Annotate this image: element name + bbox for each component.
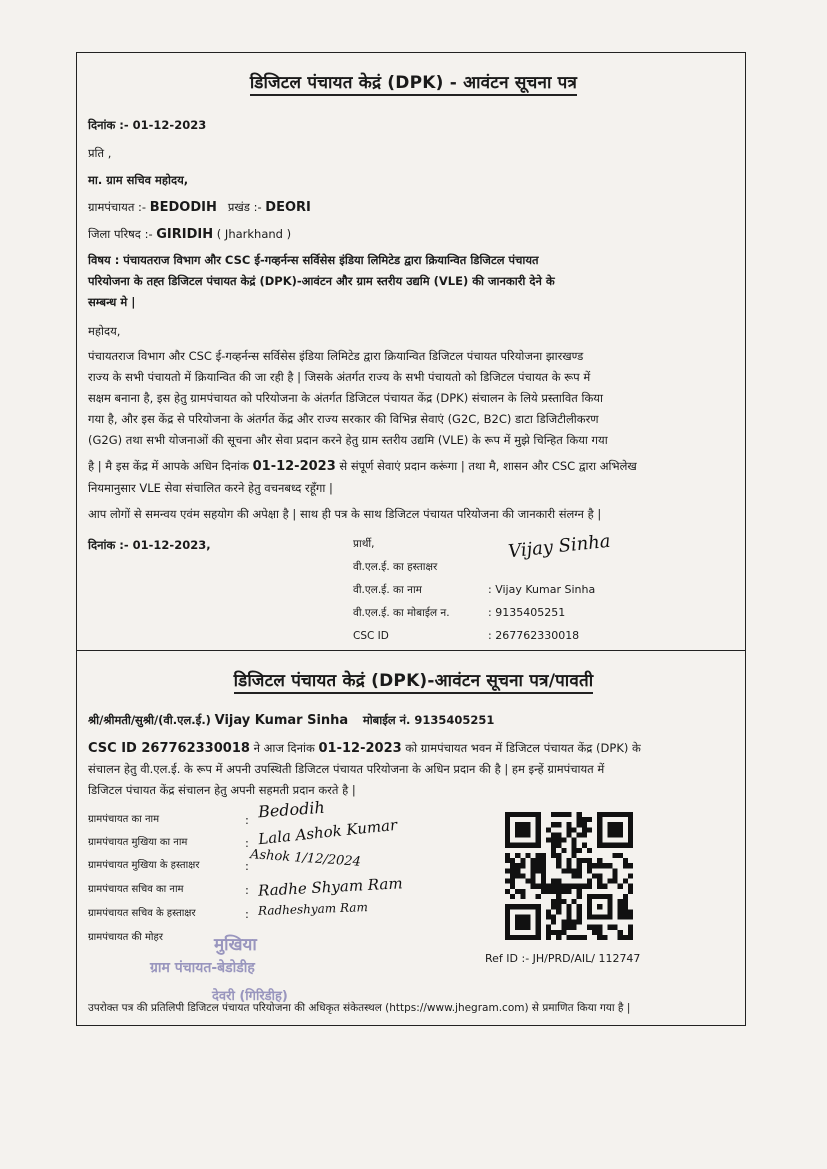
qr-module <box>561 868 566 873</box>
qr-module <box>572 899 577 904</box>
qr-module <box>597 935 602 940</box>
qr-module <box>623 894 628 899</box>
qr-module <box>566 889 571 894</box>
qr-module <box>515 863 520 868</box>
qr-module <box>520 894 525 899</box>
qr-module <box>582 832 587 837</box>
qr-module <box>546 827 551 832</box>
qr-module <box>561 925 566 930</box>
block-label: प्रखंड :- <box>227 200 262 214</box>
qr-module <box>592 930 597 935</box>
vle-name-value: : Vijay Kumar Sinha <box>488 583 596 596</box>
qr-module <box>561 889 566 894</box>
qr-module <box>597 884 602 889</box>
subject-line-3: सम्बन्ध मे | <box>88 295 136 309</box>
qr-module <box>510 858 515 863</box>
qr-module <box>628 935 633 940</box>
receipt-line-3: डिजिटल पंचायत केंद्र संचालन हेतु अपनी सहमती प्रदान करते है | <box>88 783 356 797</box>
qr-module <box>597 930 602 935</box>
body-line-3: सक्षम बनाना है, इस हेतु ग्रामपंचायत को परियोजना के अंतर्गत डिजिटल पंचायत केंद्र (DPK) संचालन के लिये प्रस्तावित किया <box>88 391 603 405</box>
vle-name-label: वी.एल.ई. का नाम <box>353 584 422 596</box>
qr-module <box>607 879 612 884</box>
qr-module <box>520 858 525 863</box>
handwritten-mukhiya-sign: Ashok 1/12/2024 <box>249 847 362 870</box>
qr-module <box>597 925 602 930</box>
qr-module <box>561 930 566 935</box>
addressee: मा. ग्राम सचिव महोदय, <box>88 173 189 187</box>
receipt-line-2: संचालन हेतु वी.एल.ई. के रूप में अपनी उपस्थिती डिजिटल पंचायत परियोजना के अधिन प्रदान की है | हम इन्हें ग्रामपंचायत में <box>88 762 605 776</box>
qr-module <box>515 889 520 894</box>
receipt-csc-id: CSC ID 267762330018 <box>88 741 250 756</box>
qr-module <box>577 873 582 878</box>
qr-module <box>546 930 551 935</box>
qr-module <box>566 832 571 837</box>
qr-module <box>592 863 597 868</box>
qr-module <box>566 920 571 925</box>
qr-module <box>587 884 592 889</box>
qr-module <box>556 858 561 863</box>
state-value: ( Jharkhand ) <box>216 227 292 241</box>
qr-module <box>531 863 536 868</box>
qr-module <box>566 858 571 863</box>
qr-module <box>546 889 551 894</box>
block-value: DEORI <box>265 200 311 215</box>
qr-module <box>618 914 623 919</box>
qr-module <box>556 884 561 889</box>
qr-module <box>607 863 612 868</box>
qr-module <box>546 909 551 914</box>
qr-module <box>536 868 541 873</box>
qr-module <box>597 863 602 868</box>
body-line-6-date: 01-12-2023 <box>252 459 336 474</box>
vle-mobile-value: : 9135405251 <box>488 606 566 619</box>
page-title: डिजिटल पंचायत केद्रं (DPK) - आवंटन सूचना पत्र <box>0 70 827 93</box>
qr-module <box>582 822 587 827</box>
qr-module <box>602 884 607 889</box>
qr-module <box>582 884 587 889</box>
qr-module <box>551 838 556 843</box>
qr-module <box>510 863 515 868</box>
qr-module <box>587 868 592 873</box>
qr-module <box>618 930 623 935</box>
gp-label: ग्रामपंचायत :- <box>88 200 147 214</box>
qr-module <box>541 868 546 873</box>
qr-module <box>587 848 592 853</box>
qr-module <box>623 904 628 909</box>
qr-module <box>551 879 556 884</box>
qr-module <box>577 914 582 919</box>
qr-module <box>556 832 561 837</box>
qr-module <box>556 812 561 817</box>
spacer <box>80 996 500 997</box>
qr-module <box>597 858 602 863</box>
district-line <box>88 226 291 243</box>
vle-signature: Vijay Sinha <box>507 530 612 563</box>
footer-note: उपरोक्त पत्र की प्रतिलिपी डिजिटल पंचायत परियोजना की अधिकृत संकेतस्थल (https://www.jhegram.com) से प्रमाणित किया गया है | <box>88 1002 631 1014</box>
qr-module <box>556 935 561 940</box>
qr-module <box>556 899 561 904</box>
body-line-6-a: है | मै इस केंद्र में आपके अधिन दिनांक <box>88 459 253 473</box>
vle-mobile-label: वी.एल.ई. का मोबाईल न. <box>353 607 450 619</box>
date-label: दिनांक :- 01-12-2023 <box>88 118 207 132</box>
qr-module <box>556 822 561 827</box>
qr-module <box>520 873 525 878</box>
qr-module <box>577 935 582 940</box>
qr-module <box>541 863 546 868</box>
qr-module <box>510 884 515 889</box>
receipt-line-1-d: को ग्रामपंचायत भवन में डिजिटल पंचायत केंद्र (DPK) के <box>401 741 641 755</box>
qr-module <box>556 843 561 848</box>
qr-module <box>546 935 551 940</box>
body-line-6 <box>88 458 637 475</box>
qr-module <box>572 838 577 843</box>
qr-module <box>505 858 510 863</box>
qr-module <box>556 894 561 899</box>
vle-sign-label: वी.एल.ई. का हस्ताक्षर <box>353 561 438 573</box>
qr-module <box>541 853 546 858</box>
body-line-7: नियमानुसार VLE सेवा संचालित करने हेतु वचनबध्द रहूँगा | <box>88 481 333 495</box>
qr-module <box>505 868 510 873</box>
qr-module <box>623 899 628 904</box>
qr-module <box>551 930 556 935</box>
qr-module <box>566 925 571 930</box>
qr-module <box>536 858 541 863</box>
qr-module <box>566 827 571 832</box>
qr-module <box>618 909 623 914</box>
date-2: दिनांक :- 01-12-2023, <box>88 538 211 552</box>
qr-module <box>541 889 546 894</box>
qr-module <box>536 884 541 889</box>
csc-label: CSC ID <box>353 630 389 642</box>
qr-module <box>551 843 556 848</box>
qr-module <box>541 879 546 884</box>
qr-module <box>536 863 541 868</box>
qr-module <box>510 879 515 884</box>
qr-module <box>577 858 582 863</box>
qr-module <box>577 920 582 925</box>
colon: : <box>245 859 249 873</box>
qr-module <box>577 848 582 853</box>
colon: : <box>245 883 249 897</box>
qr-module <box>577 884 582 889</box>
qr-module <box>577 817 582 822</box>
qr-module <box>607 925 612 930</box>
qr-module <box>623 879 628 884</box>
qr-module <box>572 848 577 853</box>
qr-module <box>551 920 556 925</box>
qr-module <box>515 853 520 858</box>
qr-module <box>628 889 633 894</box>
qr-module <box>577 904 582 909</box>
qr-module <box>531 858 536 863</box>
qr-module <box>551 889 556 894</box>
qr-module <box>577 868 582 873</box>
prati-text: प्रति , <box>88 146 112 160</box>
qr-module <box>551 904 556 909</box>
qr-module <box>587 879 592 884</box>
applicant-label: प्रार्थी, <box>353 538 375 550</box>
qr-module <box>510 868 515 873</box>
field-mukhiya-sign-label: ग्रामपंचायत मुखिया के हस्ताक्षर <box>88 860 200 871</box>
qr-module <box>572 935 577 940</box>
qr-module <box>572 843 577 848</box>
colon: : <box>245 907 249 921</box>
receipt-who-label: श्री/श्रीमती/सुश्री/(वी.एल.ई.) <box>88 713 211 727</box>
qr-module <box>551 853 556 858</box>
qr-module <box>572 925 577 930</box>
qr-module <box>623 914 628 919</box>
qr-module <box>556 904 561 909</box>
seal-stamp-line-1: मुखिया <box>214 935 257 955</box>
qr-module <box>587 858 592 863</box>
qr-module <box>623 935 628 940</box>
qr-module <box>597 873 602 878</box>
qr-module <box>618 853 623 858</box>
qr-module <box>618 884 623 889</box>
qr-module <box>561 848 566 853</box>
district-value: GIRIDIH <box>156 227 214 242</box>
qr-module <box>566 914 571 919</box>
qr-module <box>628 873 633 878</box>
qr-module <box>582 827 587 832</box>
qr-module <box>515 873 520 878</box>
qr-module <box>572 868 577 873</box>
qr-module <box>628 925 633 930</box>
qr-module <box>531 868 536 873</box>
qr-module <box>618 904 623 909</box>
qr-module <box>531 879 536 884</box>
qr-module <box>572 827 577 832</box>
qr-module <box>541 884 546 889</box>
qr-module <box>566 812 571 817</box>
qr-module <box>582 817 587 822</box>
body-line-4: गया है, और इस केंद्र से परियोजना के अंतर्गत केंद्र और राज्य सरकार की विभिन्न सेवाएं (G2C, B2C) डाटा डिजिटीलीकरण <box>88 412 599 426</box>
qr-module <box>515 868 520 873</box>
qr-module <box>551 812 556 817</box>
receipt-line-1 <box>88 740 641 757</box>
subject-line-2: परियोजना के तह्त डिजिटल पंचायत केद्रं (DPK)-आवंटन और ग्राम स्तरीय उद्यमि (VLE) की जानकारी देने के <box>88 274 555 288</box>
qr-module <box>556 879 561 884</box>
qr-module <box>592 873 597 878</box>
body-line-5: (G2G) तथा सभी योजनाओं की सूचना और सेवा प्रदान करने हेतु ग्राम स्तरीय उद्यमि (VLE) के रूप में मुझे चिन्हित किया गया <box>88 433 608 447</box>
qr-module <box>556 838 561 843</box>
qr-module <box>577 832 582 837</box>
qr-module <box>556 889 561 894</box>
qr-module <box>572 853 577 858</box>
handwritten-gp-name: Bedodih <box>257 797 326 822</box>
receipt-mobile: मोबाईल नं. 9135405251 <box>362 713 495 727</box>
qr-module <box>587 863 592 868</box>
qr-module <box>510 894 515 899</box>
qr-module <box>520 863 525 868</box>
qr-module <box>561 920 566 925</box>
csc-value: : 267762330018 <box>488 629 580 642</box>
qr-module <box>561 838 566 843</box>
qr-module <box>572 873 577 878</box>
qr-module <box>582 935 587 940</box>
qr-module <box>618 899 623 904</box>
qr-module <box>546 925 551 930</box>
receipt-date: 01-12-2023 <box>318 741 402 756</box>
qr-module <box>546 838 551 843</box>
district-label: जिला परिषद :- <box>88 227 153 241</box>
colon: : <box>245 836 249 850</box>
qr-module <box>566 868 571 873</box>
qr-module <box>597 879 602 884</box>
qr-module <box>602 863 607 868</box>
qr-module <box>556 853 561 858</box>
seal-stamp-line-3: देवरी (गिरिडीह) <box>212 989 288 1004</box>
qr-module <box>541 873 546 878</box>
qr-module <box>628 863 633 868</box>
qr-module <box>628 909 633 914</box>
qr-module <box>572 884 577 889</box>
field-gp-name-label: ग्रामपंचायत का नाम <box>88 814 160 825</box>
subject-line-1: विषय : पंचायतराज विभाग और CSC ई-गव्हर्नन्स सर्विसेस इंडिया लिमिटेड द्वारा क्रियान्वित डिजिटल पंचायत <box>88 253 539 267</box>
qr-module <box>623 858 628 863</box>
qr-module <box>551 848 556 853</box>
qr-module <box>561 899 566 904</box>
qr-module <box>566 935 571 940</box>
qr-module <box>566 909 571 914</box>
qr-module <box>577 894 582 899</box>
qr-module <box>566 822 571 827</box>
qr-module <box>623 863 628 868</box>
qr-module <box>566 863 571 868</box>
qr-module <box>505 853 510 858</box>
qr-module <box>587 817 592 822</box>
qr-module <box>613 868 618 873</box>
qr-module <box>541 858 546 863</box>
qr-module <box>628 884 633 889</box>
gp-line <box>88 199 311 216</box>
field-sachiv-sign-label: ग्रामपंचायत सचिव के हस्ताक्षर <box>88 908 196 919</box>
qr-module <box>505 879 510 884</box>
gp-value: BEDODIH <box>149 200 217 215</box>
salutation: महोदय, <box>88 324 121 338</box>
qr-module <box>551 914 556 919</box>
receipt-line-1-b: ने आज दिनांक <box>249 741 319 755</box>
qr-module <box>587 827 592 832</box>
qr-module <box>556 909 561 914</box>
qr-module <box>628 914 633 919</box>
qr-module <box>613 879 618 884</box>
qr-module <box>577 889 582 894</box>
qr-module <box>531 873 536 878</box>
qr-code <box>505 812 633 940</box>
qr-module <box>561 812 566 817</box>
handwritten-mukhiya-name: Lala Ashok Kumar <box>257 815 398 849</box>
qr-module <box>572 920 577 925</box>
field-mukhiya-name-label: ग्रामपंचायत मुखिया का नाम <box>88 837 188 848</box>
qr-module <box>551 899 556 904</box>
qr-module <box>531 884 536 889</box>
qr-module <box>551 822 556 827</box>
qr-module <box>536 894 541 899</box>
handwritten-sachiv-sign: Radheshyam Ram <box>257 900 369 918</box>
colon: : <box>245 813 249 827</box>
qr-module <box>536 853 541 858</box>
qr-module <box>592 925 597 930</box>
field-seal-label: ग्रामपंचायत की मोहर <box>88 932 163 943</box>
section-divider <box>76 650 746 651</box>
qr-module <box>623 909 628 914</box>
qr-module <box>602 935 607 940</box>
qr-module <box>525 853 530 858</box>
receipt-who-value: Vijay Kumar Sinha <box>214 713 349 728</box>
qr-module <box>613 873 618 878</box>
ref-id: Ref ID :- JH/PRD/AIL/ 112747 <box>485 952 641 965</box>
qr-module <box>561 884 566 889</box>
body-line-1: पंचायतराज विभाग और CSC ई-गव्हर्नन्स सर्विसेस इंडिया लिमिटेड द्वारा क्रियान्वित डिजिटल पंचायत परियोजना झारखण्ड <box>88 349 584 363</box>
qr-module <box>577 822 582 827</box>
qr-module <box>582 858 587 863</box>
qr-module <box>582 843 587 848</box>
qr-module <box>628 930 633 935</box>
qr-module <box>577 909 582 914</box>
qr-module <box>546 914 551 919</box>
qr-module <box>525 879 530 884</box>
qr-module <box>556 863 561 868</box>
field-sachiv-name-label: ग्रामपंचायत सचिव का नाम <box>88 884 184 895</box>
qr-module <box>613 853 618 858</box>
handwritten-sachiv-name: Radhe Shyam Ram <box>257 874 404 900</box>
seal-stamp-line-2: ग्राम पंचायत-बेडोडीह <box>150 960 255 976</box>
receipt-who <box>88 712 494 729</box>
qr-module <box>587 925 592 930</box>
body-line-6-c: से संपूर्ण सेवाएं प्रदान करूंगा | तथा मै, शासन और CSC द्वारा अभिलेख <box>335 459 637 473</box>
qr-module <box>520 889 525 894</box>
qr-module <box>546 884 551 889</box>
qr-module <box>618 935 623 940</box>
qr-module <box>505 889 510 894</box>
qr-module <box>566 904 571 909</box>
qr-module <box>551 832 556 837</box>
qr-module <box>577 812 582 817</box>
qr-module <box>577 863 582 868</box>
body-line-2: राज्य के सभी पंचायतो में क्रियान्वित की जा रही है | जिसके अंतर्गत राज्य के सभी पंचायतो को डिजिटल पंचायत के रूप में <box>88 370 591 384</box>
qr-module <box>551 884 556 889</box>
qr-module <box>556 930 561 935</box>
body-line-8: आप लोगों से समन्वय एवंम सहयोग की अपेक्षा है | साथ ही पत्र के साथ डिजिटल पंचायत परियोजना की जानकारी संलग्न है | <box>88 507 602 521</box>
qr-module <box>510 873 515 878</box>
receipt-title: डिजिटल पंचायत केद्रं (DPK)-आवंटन सूचना पत्र/पावती <box>0 668 827 691</box>
qr-module <box>613 925 618 930</box>
qr-module <box>566 884 571 889</box>
